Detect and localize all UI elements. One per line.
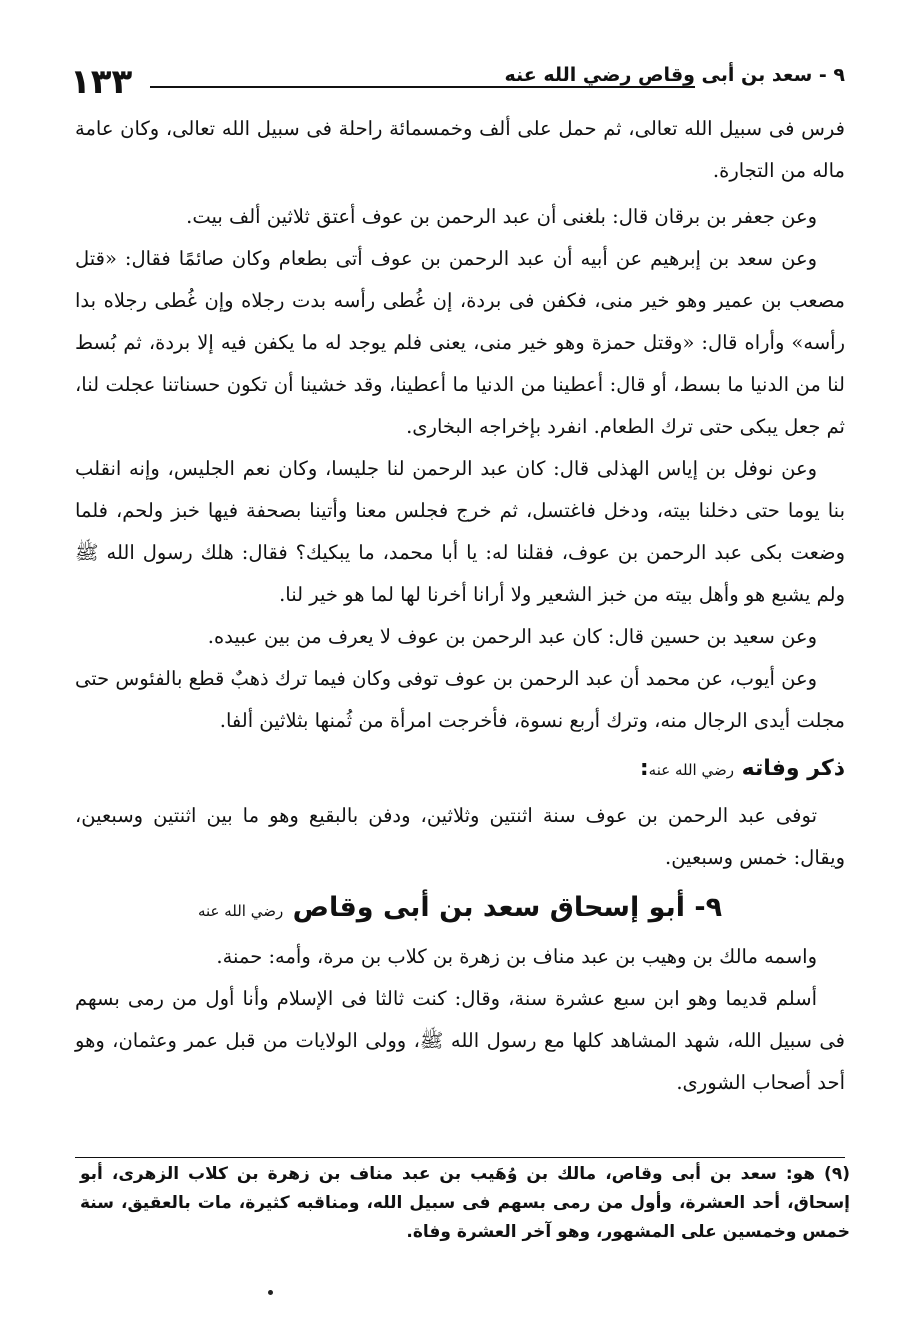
paragraph: وعن نوفل بن إياس الهذلى قال: كان عبد الرحمن لنا جليسا، وكان نعم الجليس، وإنه انقلب بنا يوما حتى دخلنا بيته، ودخل فاغتسل، ثم خرج فجلس معنا وأتينا بصحفة فيها خبز ولحم، فلما وضعت بكى عبد الرحمن بن عوف، فقلنا له: يا أبا محمد، ما يبكيك؟ فقال: هلك رسول الله ﷺ ولم يشبع هو وأهل بيته من خبز الشعير ولا أرانا أخرنا لها لما هو خير لنا. [75, 457, 845, 606]
paragraph: واسمه مالك بن وهيب بن عبد مناف بن زهرة بن كلاب بن مرة، وأمه: حمنة. [216, 945, 817, 968]
section-heading [75, 748, 845, 791]
chapter-heading [75, 887, 845, 932]
page-mark [268, 1290, 273, 1295]
footnote-text: (٩) هو: سعد بن أبى وقاص، مالك بن وُهَيب بن عبد مناف بن زهرة بن كلاب الزهرى، أبو إسحاق، أحد العشرة، وأول من رمى بسهم فى سبيل الله، ومناقبه كثيرة، مات بالعقيق، سنة خمس وخمسين على المشهور، وهو آخر العشرة وفاة. [80, 1164, 850, 1242]
page-number: ١٣٣ [70, 62, 133, 102]
honorific-mark: رضي الله عنه [648, 761, 734, 779]
paragraph: توفى عبد الرحمن بن عوف سنة اثنتين وثلاثين، ودفن بالبقيع وهو ما بين اثنتين وسبعين، ويقال: خمس وسبعين. [75, 804, 845, 869]
footnote [80, 1160, 850, 1247]
paragraph: وعن جعفر بن برقان قال: بلغنى أن عبد الرحمن بن عوف أعتق ثلاثين ألف بيت. [186, 205, 817, 228]
honorific-mark: رضي الله عنه [197, 902, 284, 920]
running-title: ٩ - سعد بن أبى وقاص رضي الله عنه [504, 64, 845, 86]
paragraph: أسلم قديما وهو ابن سبع عشرة سنة، وقال: كنت ثالثا فى الإسلام وأنا أول من رمى بسهم فى سبيل الله، شهد المشاهد كلها مع رسول الله ﷺ، وولى الولايات من قبل عمر وعثمان، وهو أحد أصحاب الشورى. [75, 987, 845, 1094]
paragraph: وعن سعيد بن حسين قال: كان عبد الرحمن بن عوف لا يعرف من بين عبيده. [207, 625, 817, 648]
header-rule [150, 86, 695, 88]
page-header [70, 60, 845, 100]
paragraph: فرس فى سبيل الله تعالى، ثم حمل على ألف وخمسمائة راحلة فى سبيل الله تعالى، وكان عامة ماله من التجارة. [75, 117, 845, 182]
paragraph: وعن أيوب، عن محمد أن عبد الرحمن بن عوف توفى وكان فيما ترك ذهبٌ قطع بالفئوس حتى مجلت أيدى الرجال منه، وترك أربع نسوة، فأخرجت امرأة من ثُمنها بثلاثين ألفا. [75, 667, 845, 732]
section-heading-text: ذكر وفاته [741, 756, 845, 781]
footnote-rule [75, 1157, 845, 1158]
main-text [75, 108, 845, 1104]
chapter-heading-text: ٩- أبو إسحاق سعد بن أبى وقاص [292, 892, 723, 923]
section-heading-colon: : [639, 756, 649, 781]
paragraph: وعن سعد بن إبرهيم عن أبيه أن عبد الرحمن بن عوف أتى بطعام وكان صائمًا فقال: «قتل مصعب بن عمير وهو خير منى، فكفن فى بردة، إن غُطى رأسه بدت رجلاه وإن غُطى رجلاه بدا رأسه» وأراه قال: «وقتل حمزة وهو خير منى، يعنى فلم يوجد له ما يكفن فيه إلا بردة، ثم بُسط لنا من الدنيا ما بسط، أو قال: أعطينا من الدنيا ما أعطينا، وقد خشينا أن تكون حسناتنا عجلت لنا، ثم جعل يبكى حتى ترك الطعام. انفرد بإخراجه البخارى. [75, 247, 845, 438]
